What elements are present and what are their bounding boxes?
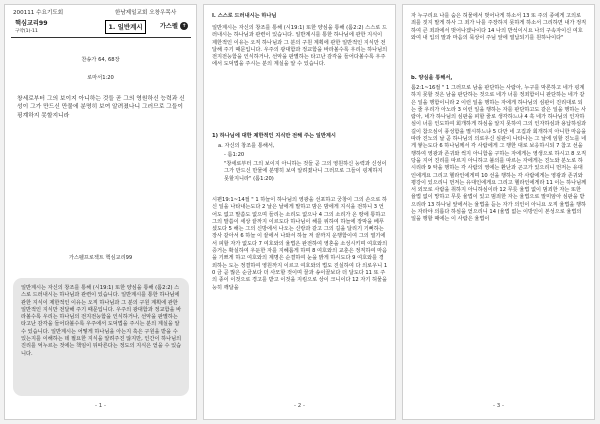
header-date: 200111 수요기도회 <box>13 10 64 16</box>
heading-2: 1) 하나님에 대한 제한적인 지식만 전해 주는 일반계시 <box>212 133 336 139</box>
page-number: - 2 - <box>294 403 305 409</box>
page-number: - 1 - <box>95 403 106 409</box>
page-number: - 3 - <box>493 403 504 409</box>
hymn-line: 찬송가 64, 68장 <box>81 57 120 63</box>
heading-b: b. 양심을 통해서, <box>411 75 453 81</box>
gospel-project-logo <box>155 19 193 35</box>
romans-quote: "창세로부터 그의 보이지 아니하는 것들 곧 그의 영원하신 능력과 신성이 그가 만드신 만물에 분명히 보여 알려졌나니 그러므로 그들이 핑계하지 못할지니라" (롬1:20) <box>224 161 387 182</box>
title-box: 1. 일반계시 <box>105 20 146 34</box>
header-divider <box>11 37 191 38</box>
page-1 <box>4 4 197 420</box>
header-church: 한남제일교회 오창우목사 <box>115 10 177 16</box>
romans-2-text <box>411 85 587 224</box>
summary-text: 일반계시는 자신의 창조를 통해 (시19:1) 또한 양심을 통해 (롬2:2) 스스로 드러내시는 하나님과 관련이 있습니다. 일반계시를 통한 하나님에 관한 지식이 제한적인 이유는 오직 하나님과 그 분의 구원 계획에 관한 일반적인 지식만 전달해 주기 때문입니다. 우주의 광대함과 정교함을 바라볼수록 우리는 하나님의 전지전능함을 인식하거나, 선악을 판별하는 타고난 감각을 들어다볼수록 우주에서 도덕법을 주시는 분의 계실을 알 수 있습니다. 일반계시는 어떻게 하나님을 아는지 혹은 구원을 받을 수 있는지를 이해하는 데 필요한 지식을 알려주진 않지만, 인간이 하나님의 진리를 억누르는 것에는 책임이 뒤따른다는 정도의 지식은 얻을 수 있습니다. <box>21 285 182 357</box>
intro-paragraph: 일반계시는 자신의 창조를 통해 (시19:1) 또한 양심을 통해 (롬2:2) 스스로 드러내시는 하나님과 관련이 있습니다. 일반계시를 통한 하나님에 관한 지식이 제한적인 이유는 오직 하나님과 그 분의 구원 계획에 관한 일반적인 지식만 전달해 주기 때문입니다. 우주의 광대함과 정교함을 바라볼수록 우리는 하나님의 전지전능함을 인식하거나, 선악을 판별하는 타고난 감각을 들어다볼수록 우주에서 도덕법을 주시는 분의 계실을 알 수 있습니다. <box>212 25 388 68</box>
romans-2-body: 1 그러므로 남을 판단하는 사람아, 누구를 막론하고 네가 핑계하지 못할 것은 남을 판단하는 것으로 네가 너를 정죄함이니 판단하는 네가 같은 일을 행함이니라 2 이런 일을 행하는 자에게 하나님의 심판이 진리대로 되는 줄 우리가 아노라 3 이런 일을 행하는 자를 판단하고도 같은 일을 행하는 사람아, 네가 하나님의 심판을 피할 줄로 생각하느냐 4 혹 네가 하나님의 인자하심이 너를 인도하여 회개하게 하심을 알지 못하여 그의 인자하심과 용납하심과 길이 참으심이 풍성함을 멸시하느냐 5 다만 네 고집과 회개하지 아니한 마음을 따라 진노의 날 곧 하나님의 의로우신 심판이 나타나는 그 날에 임할 진노를 네게 쌓는도다 6 하나님께서 각 사람에게 그 행한 대로 보응하시되 7 참고 선을 행하여 영광과 존귀와 썩지 아니함을 구하는 자에게는 영생으로 하시고 8 오직 당을 지어 진리를 따르지 아니하고 불의를 따르는 자에게는 진노와 분노로 하시리라 9 악을 행하는 각 사람의 영에는 환난과 곤고가 있으리니 먼저는 유대인에게요 그리고 헬라인에게며 10 선을 행하는 각 사람에게는 영광과 존귀와 평강이 있으리니 먼저는 유대인에게요 그리고 헬라인에게라 11 이는 하나님께서 외모로 사람을 취하지 아니하심이라 12 무릇 율법 없이 범죄한 자는 또한 율법 없이 망하고 무릇 율법이 있고 범죄한 자는 율법으로 말미암아 심판을 받으리라 13 하나님 앞에서는 율법을 듣는 자가 의인이 아니요 오직 율법을 행하는 자라야 의롭다 하심을 얻으리니 14 (율법 없는 이방인이 본성으로 율법의 일을 행할 때에는 이 사람은 율법이 <box>411 85 587 223</box>
romans-reference: - 롬1:20 <box>224 152 245 158</box>
scripture-reference: 로마서1:20 <box>87 75 114 81</box>
heading-2a: a. 자신의 창조를 통해서, <box>218 143 275 149</box>
psalm-19-text: 시편19:1~14절 " 1 하늘이 하나님의 영광을 선포하고 궁창이 그의 손으로 하신 일을 나타내는도다 2 날은 날에게 말하고 밤은 밤에게 지식을 전하니 3 언어도 없고 말씀도 없으며 들리는 소리도 없으나 4 그의 소리가 온 땅에 통하고 그의 말씀이 세상 끝까지 이르도다 하나님이 해를 위하여 하늘에 장막을 베푸셨도다 5 해는 그의 신방에서 나오는 신랑과 같고 그의 길을 달리기 기뻐하는 장사 같아서 6 하늘 이 끝에서 나와서 하늘 저 끝까지 운행함이여 그의 열기에서 피할 자가 없도다 7 여호와의 율법은 완전하여 영혼을 소성시키며 여호와의 증거는 확실하여 우둔한 자를 지혜롭게 하며 8 여호와의 교훈은 정직하여 마음을 기쁘게 하고 여호와의 계명은 순결하여 눈을 밝게 하시도다 9 여호와를 경외하는 도는 정결하여 영원까지 이르고 여호와의 법도 진실하여 다 의로우니 10 금 곧 많은 순금보다 더 사모할 것이며 꿀과 송이꿀보다 더 달도다 11 또 주의 종이 이것으로 경고를 받고 이것을 지킴으로 상이 크니이다 12 자기 허물을 능히 깨달을 <box>212 197 388 291</box>
romans-2-reference: 롬2:1~16절 " <box>411 85 445 91</box>
cross-icon: ✝ <box>181 23 187 29</box>
logo-right-text: 가스펠 <box>159 23 178 30</box>
psalm-continuation: 자 누구리요 나를 숨은 허물에서 벗어나게 하소서 13 또 주의 종에게 고의로 죄를 짓지 말게 하사 그 죄가 나를 주장하지 못하게 하소서 그리하면 내가 정직하여 큰 죄과에서 벗어나겠나이다 14 나의 반석이시요 나의 구속자이신 여호와여 내 입의 말과 마음의 묵상이 주님 앞에 열납되기를 원하나이다" <box>411 13 587 41</box>
page-3 <box>402 4 595 420</box>
logo-title: 핵심교리99 <box>15 20 48 27</box>
scripture-text: 창세로부터 그의 보이지 아니하는 것들 곧 그의 영원하신 능력과 신성이 그가 만드신 만물에 분명히 보여 알려졌나니 그러므로 그들이 핑계하지 못할지니라 <box>17 96 185 119</box>
heading-1: I. 스스로 드러내시는 하나님 <box>212 13 277 19</box>
page-2 <box>203 4 396 420</box>
logo-subtitle: 구약(1)-11 <box>15 29 38 34</box>
section-label: 가스펠프로젝트 핵심교리99 <box>68 255 133 261</box>
